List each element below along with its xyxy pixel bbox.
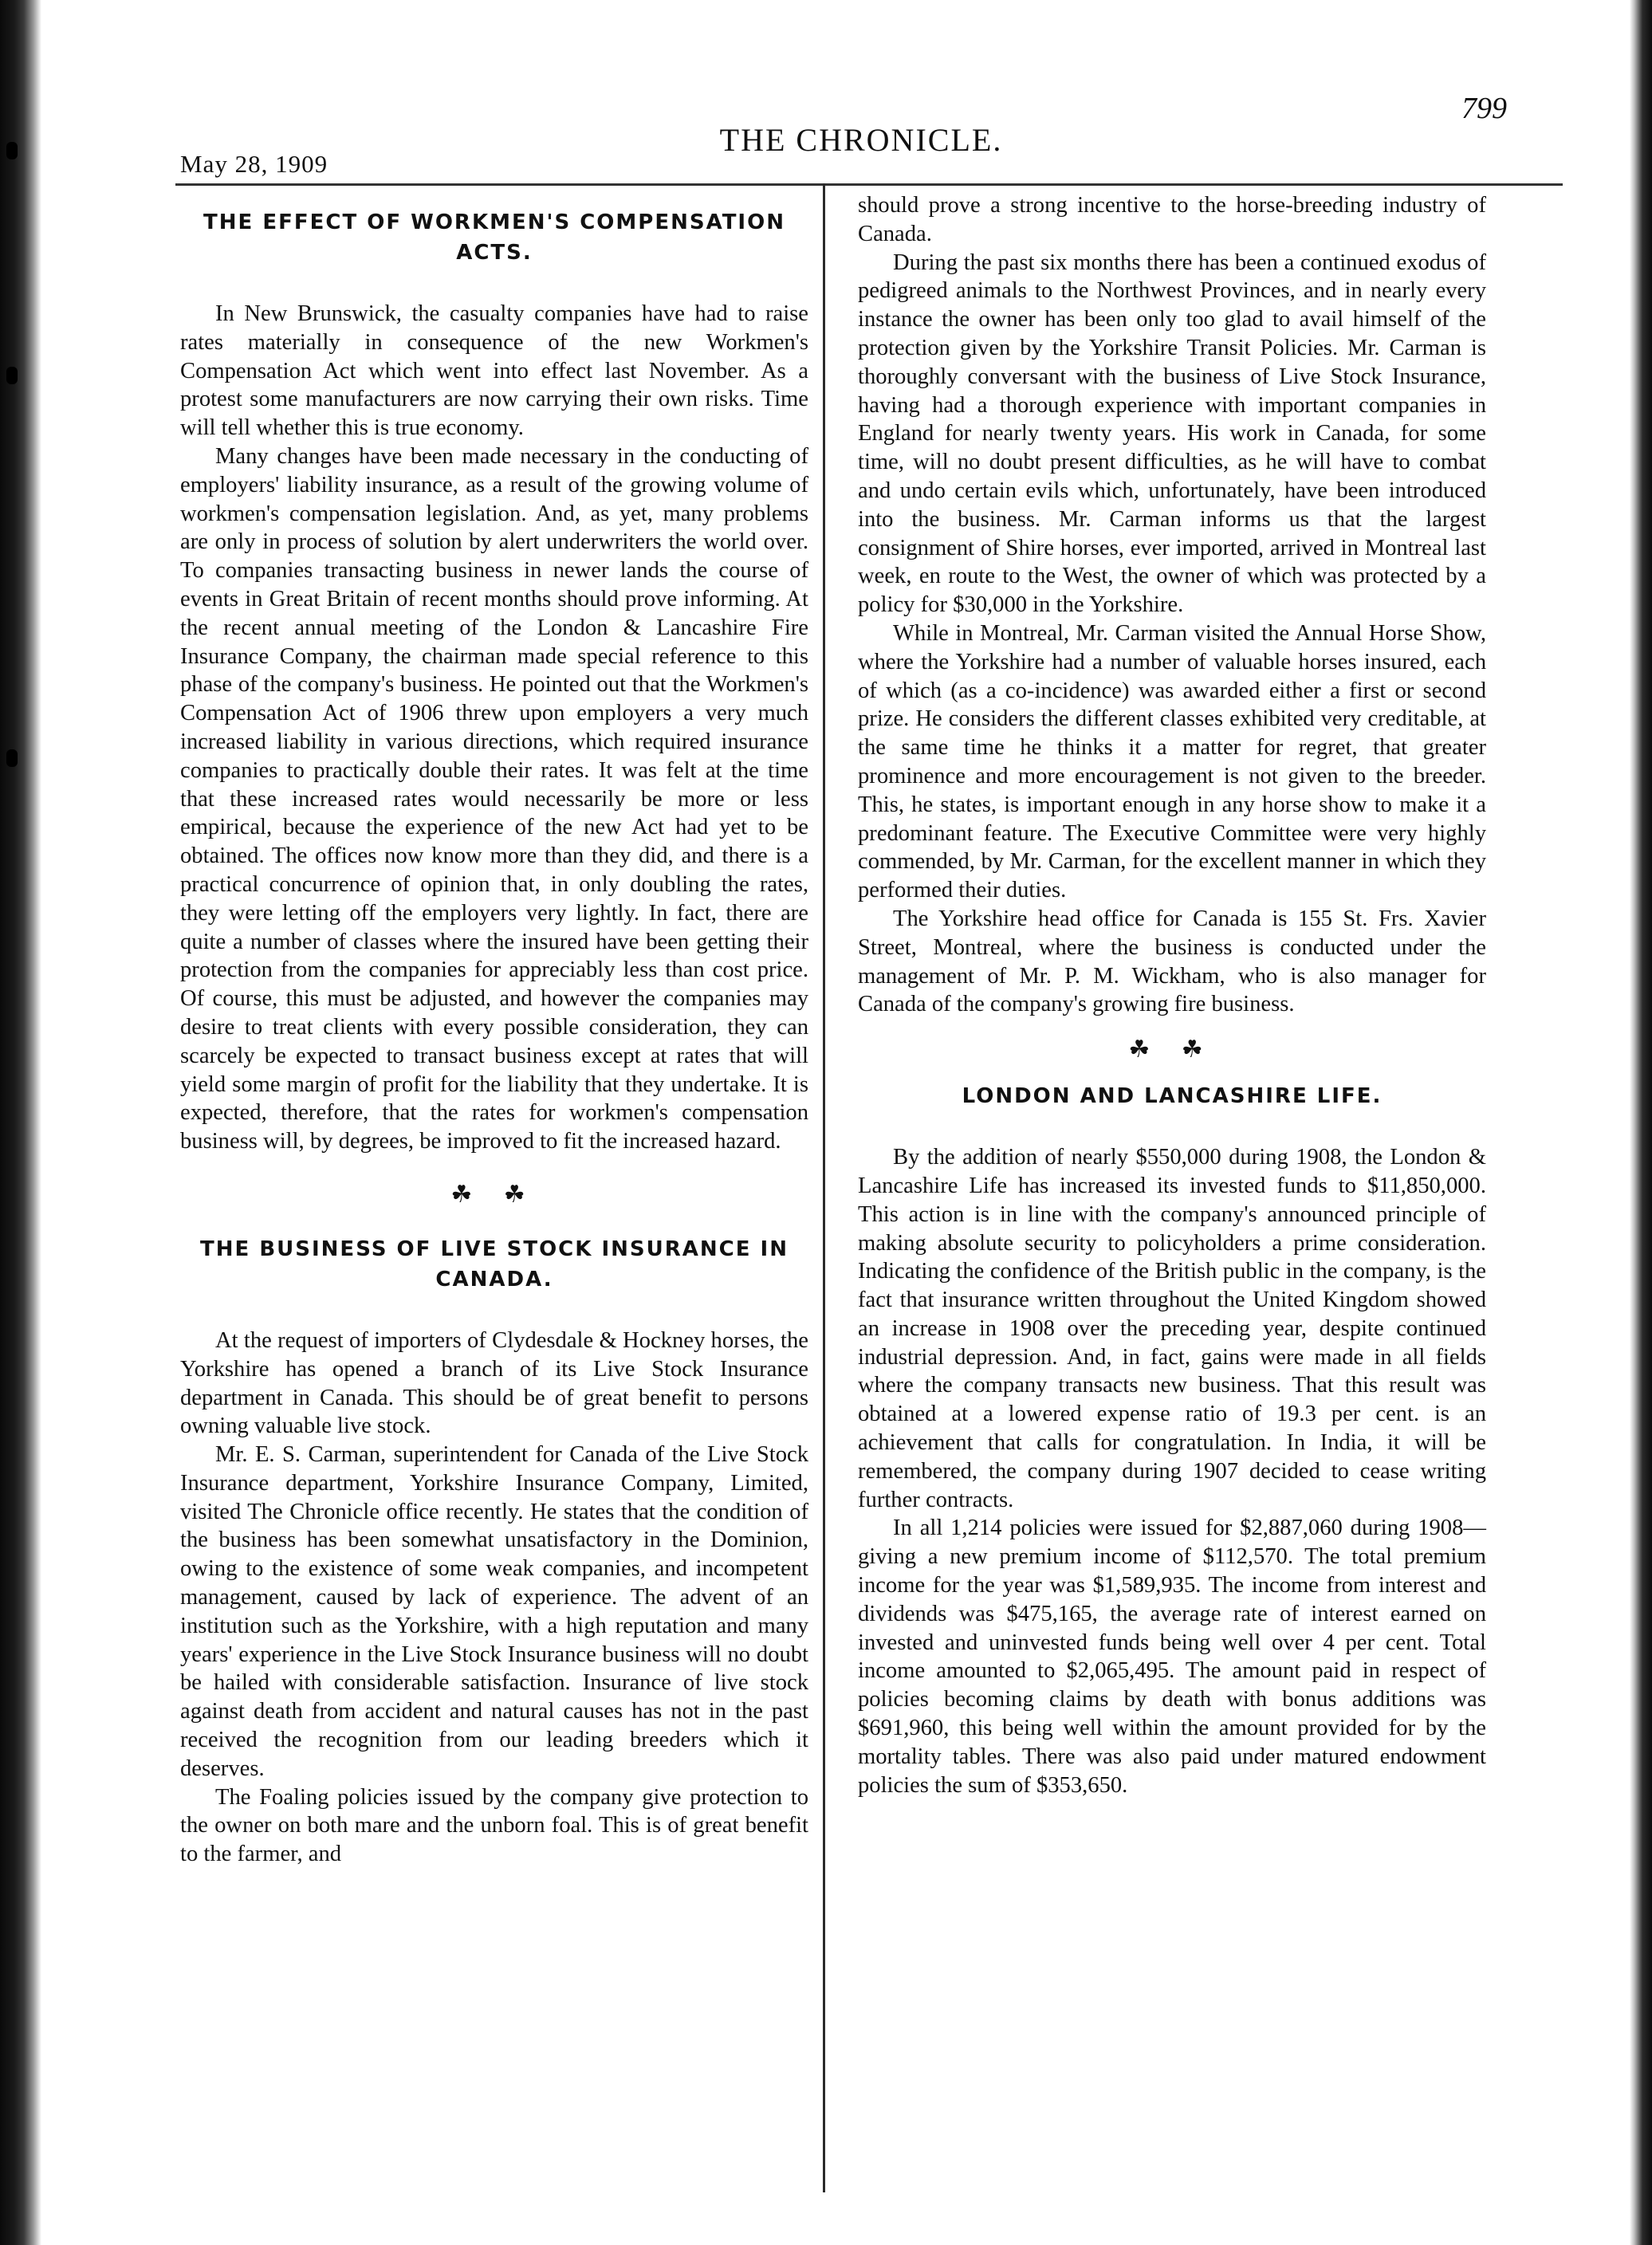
left-column: [180, 191, 808, 1869]
scan-speck: [6, 749, 18, 767]
header-rule: [175, 183, 1563, 186]
page-number: 799: [1461, 92, 1507, 125]
article-paragraph: During the past six months there has been a continued exodus of pedigreed animals to the Northwest Provinces, and in nearly every instance the owner has been only too glad to avail himself of the protection given by the Yorkshire Transit Policies. Mr. Carman is thoroughly conversant with the business of Live Stock Insurance, having had a thorough experience with important companies in England for nearly twenty years. His work in Canada, for some time, will no doubt present difficulties, as he will have to combat and undo certain evils which, unfortunately, have been introduced into the business. Mr. Carman informs us that the largest consignment of Shire horses, ever imported, arrived in Montreal last week, en route to the West, the owner of which was protected by a policy for $30,000 in the Yorkshire.: [858, 250, 1486, 618]
ornament-divider: ☘ ☘: [450, 1181, 538, 1208]
scan-speck: [6, 142, 18, 159]
article-paragraph: Many changes have been made necessary in the conducting of employers' liability insurance, as a result of the growing volume of workmen's compensation legislation. And, as yet, many problems are only in process of solution by alert underwriters the world over. To companies transacting business in newer lands the course of events in Great Britain of recent months should prove informing. At the recent annual meeting of the London & Lancashire Fire Insurance Company, the chairman made special reference to this phase of the company's business. He pointed out that the Workmen's Compensation Act of 1906 threw upon employers a very much increased liability in various directions, which required insurance companies to practically double their rates. It was felt at the time that these increased rates would necessarily be more or less empirical, because the experience of the new Act had yet to be obtained. The offices now know more than they did, and there is a practical concurrence of opinion that, in only doubling the rates, they were letting off the employers very lightly. In fact, there are quite a number of classes where the insured have been getting their protection from the companies for appreciably less than cost price. Of course, this must be adjusted, and however the companies may desire to treat clients with every possible consideration, they can scarcely be expected to transact business except at rates that will yield some margin of profit for the liability that they undertake. It is expected, therefore, that the rates for workmen's compensation business will, by degrees, be improved to fit the increased hazard.: [180, 443, 808, 1154]
article-paragraph: Mr. E. S. Carman, superintendent for Canada of the Live Stock Insurance department, Yorkshire Insurance Company, Limited, visited The Chronicle office recently. He states that the condition of the business has been somewhat unsatisfactory in the Dominion, owing to the existence of some weak companies, and incompetent management, caused by lack of experience. The advent of an institution such as the Yorkshire, with a high reputation and many years' experience in the Live Stock Insurance business will no doubt be hailed with considerable satisfaction. Insurance of live stock against death from accident and natural causes has not in the past received the recognition from our leading breeders which it deserves.: [180, 1442, 808, 1781]
article-paragraph: At the request of importers of Clydesdale & Hockney horses, the Yorkshire has opened a branch of its Live Stock Insurance department in Canada. This should be of great benefit to persons owning valuable live stock.: [180, 1327, 808, 1439]
right-column: [858, 191, 1486, 1799]
article-paragraph: By the addition of nearly $550,000 during 1908, the London & Lancashire Life has increased its invested funds to $11,850,000. This action is in line with the company's announced principle of making absolute security to policyholders a prime consideration. Indicating the confidence of the British public in the company, is the fact that insurance written throughout the United Kingdom showed an increase in 1908 over the preceding year, despite continued industrial depression. And, in fact, gains were made in all fields where the company transacts new business. That this result was obtained at a lowered expense ratio of 19.3 per cent. is an achievement that calls for congratulation. In India, it will be remembered, the company during 1907 decided to cease writing further contracts.: [858, 1145, 1486, 1512]
article-paragraph: In New Brunswick, the casualty companies have had to raise rates materially in consequence of the new Workmen's Compensation Act which went into effect last November. As a protest some manufacturers are now carrying their own risks. Time will tell whether this is true economy.: [180, 301, 808, 441]
article-paragraph: While in Montreal, Mr. Carman visited the Annual Horse Show, where the Yorkshire had a number of valuable horses insured, each of which (as a co-incidence) was awarded either a first or second prize. He considers the different classes exhibited very creditable, at the same time he thinks it a matter for regret, that greater prominence and more encouragement is not given to the breeder. This, he states, is important enough in any horse show to make it a predominant feature. The Executive Committee were very highly commended, by Mr. Carman, for the excellent manner in which they performed their duties.: [858, 620, 1486, 903]
section-heading-workmens-compensation: [180, 207, 808, 268]
article-paragraph: The Yorkshire head office for Canada is 155 St. Frs. Xavier Street, Montreal, where the business is conducted under the management of Mr. P. M. Wickham, who is also manager for Canada of the company's growing fire business.: [858, 906, 1486, 1017]
publication-title: THE CHRONICLE.: [719, 122, 1003, 158]
scan-edge-left: [0, 0, 41, 2245]
article-paragraph: should prove a strong incentive to the horse-breeding industry of Canada.: [858, 193, 1486, 246]
issue-date: May 28, 1909: [180, 150, 328, 178]
column-divider: [823, 183, 825, 2192]
article-paragraph: In all 1,214 policies were issued for $2,887,060 during 1908—giving a new premium income of $112,570. The total premium income for the year was $1,589,935. The income from interest and dividends was $475,165, the average rate of interest earned on invested and uninvested funds being well over 4 per cent. Total income amounted to $2,065,495. The amount paid in respect of policies becoming claims by death with bonus additions was $691,960, this being well within the amount provided for by the mortality tables. There was also paid under matured endowment policies the sum of $353,650.: [858, 1516, 1486, 1798]
heading-line: THE BUSINESS OF LIVE STOCK INSURANCE IN: [200, 1237, 789, 1261]
ornament-divider: ☘ ☘: [1128, 1036, 1216, 1064]
heading-line: CANADA.: [435, 1267, 553, 1292]
heading-line: ACTS.: [456, 241, 533, 265]
page-header: [159, 80, 1563, 178]
scan-edge-right: [1630, 0, 1652, 2245]
section-heading-live-stock-insurance: [180, 1234, 808, 1295]
heading-line: THE EFFECT OF WORKMEN'S COMPENSATION: [203, 210, 785, 234]
section-heading-london-lancashire-life: LONDON AND LANCASHIRE LIFE.: [962, 1084, 1383, 1109]
scan-speck: [6, 367, 18, 384]
article-paragraph: The Foaling policies issued by the company give protection to the owner on both mare and the unborn foal. This is of great benefit to the farmer, and: [180, 1784, 808, 1867]
newspaper-page: [159, 80, 1563, 2153]
